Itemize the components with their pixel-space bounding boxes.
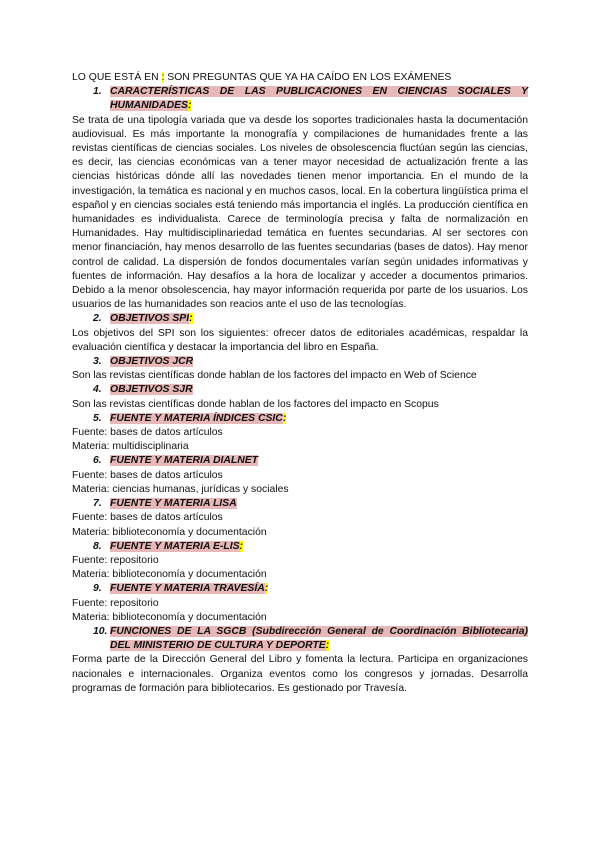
section-body-10: Forma parte de la Dirección General del Libro y fomenta la lectura. Participa en organizaciones nacionales e internacionales. Organiza eventos como los congresos y jornadas. Desarrolla programas de formación para bibliotecarios. Es gestionado por Travesía. — [72, 654, 528, 694]
section-number: 3. — [93, 356, 102, 368]
section-number: 4. — [93, 384, 102, 396]
intro-line — [72, 71, 528, 85]
section-title: FUENTE Y MATERIA TRAVESÍA — [110, 583, 265, 595]
question-marker: : — [325, 640, 330, 652]
section-heading-5 — [93, 412, 528, 426]
section-title: CARACTERÍSTICAS DE LAS PUBLICACIONES EN CIENCIAS SOCIALES Y HUMANIDADES — [110, 86, 528, 112]
section-heading-10 — [93, 625, 528, 653]
section-number: 1. — [93, 86, 102, 98]
section-number: 5. — [93, 412, 102, 424]
section-heading-8 — [93, 540, 528, 554]
fuente-line: Fuente: bases de datos artículos — [72, 469, 223, 481]
section-heading-6 — [93, 454, 528, 468]
section-heading-2 — [93, 312, 528, 326]
question-marker: : — [187, 100, 192, 112]
section-title: FUENTE Y MATERIA DIALNET — [110, 455, 258, 467]
section-heading-7 — [93, 497, 528, 511]
section-heading-9 — [93, 582, 528, 596]
fuente-line: Fuente: repositorio — [72, 597, 159, 609]
question-marker: : — [189, 313, 193, 325]
materia-line: Materia: ciencias humanas, jurídicas y sociales — [72, 483, 289, 495]
section-title: FUNCIONES DE LA SGCB (Subdirección General de Coordinación Bibliotecaria) DEL MINISTERIO DE CULTURA Y DEPORTE — [110, 625, 528, 652]
fuente-line: Fuente: repositorio — [72, 554, 159, 566]
materia-line: Materia: multidisciplinaria — [72, 441, 189, 453]
section-body-2: Los objetivos del SPI son los siguientes: ofrecer datos de editoriales académicas, respaldar la evaluación científica y destacar la importancia del libro en España. — [72, 327, 528, 353]
section-title: FUENTE Y MATERIA E-LIS — [110, 540, 240, 552]
question-marker: : — [239, 540, 243, 552]
section-title: FUENTE Y MATERIA ÍNDICES CSIC — [110, 412, 283, 424]
section-title: OBJETIVOS SPI — [110, 313, 190, 325]
section-title: OBJETIVOS JCR — [110, 356, 194, 368]
section-number: 9. — [93, 583, 102, 595]
section-number: 10. — [93, 625, 108, 637]
materia-line: Materia: biblioteconomía y documentación — [72, 611, 267, 623]
section-heading-4 — [93, 383, 528, 397]
document-page — [72, 71, 528, 696]
section-body-4: Son las revistas científicas donde hablan de los factores del impacto en Scopus — [72, 398, 439, 410]
question-marker: : — [282, 412, 287, 424]
materia-line: Materia: biblioteconomía y documentación — [72, 569, 267, 581]
section-title: OBJETIVOS SJR — [110, 384, 193, 396]
fuente-line: Fuente: bases de datos artículos — [72, 512, 223, 524]
section-heading-3 — [93, 355, 528, 369]
section-heading-1 — [93, 85, 528, 113]
section-number: 2. — [93, 313, 102, 325]
section-title: FUENTE Y MATERIA LISA — [110, 498, 237, 510]
section-body-1: Se trata de una tipología variada que va desde los soportes tradicionales hasta la documentación audiovisual. Es más importante la monografía y compilaciones de humanidades frente a las revistas científicas de ciencias sociales. Los niveles de obsolescencia fluctúan según las ciencias, es decir, las ciencias económicas van a tener mayor necesidad de actualización frente a las ciencias históricas dónde allí las novedades tienen menor importancia. En el mundo de la investigación, la temática es nacional y en muchos casos, local. En la cobertura lingüística prima el español y en ciencias sociales está teniendo más importancia el inglés. La producción científica en humanidades es individualista. Carece de terminología precisa y falta de normalización en Humanidades. Hay multidisciplinariedad temática en fuentes secundarias. Al ser sectores con menor financiación, hay menos desarrollo de las fuentes secundarias (bases de datos). Hay menor control de calidad. La dispersión de fondos documentales varían según unidades informativas y fuentes de información. Hay desafíos a la hora de localizar y acceder a documentos primarios. Debido a la menor obsolescencia, hay mayor información requerida por parte de los usuarios. Los usuarios de las humanidades son reacios ante el uso de las tecnologías. — [72, 114, 528, 311]
materia-line: Materia: biblioteconomía y documentación — [72, 526, 267, 538]
intro-marker: : — [161, 72, 165, 83]
section-number: 8. — [93, 540, 102, 552]
section-body-3: Son las revistas científicas donde hablan de los factores del impacto en Web of Science — [72, 370, 477, 382]
fuente-line: Fuente: bases de datos artículos — [72, 427, 223, 439]
section-number: 6. — [93, 455, 102, 467]
intro-text-after: SON PREGUNTAS QUE YA HA CAÍDO EN LOS EXÁMENES — [164, 72, 452, 83]
question-marker: : — [264, 583, 269, 595]
intro-text-before: LO QUE ESTÁ EN — [72, 72, 162, 83]
section-number: 7. — [93, 498, 102, 510]
